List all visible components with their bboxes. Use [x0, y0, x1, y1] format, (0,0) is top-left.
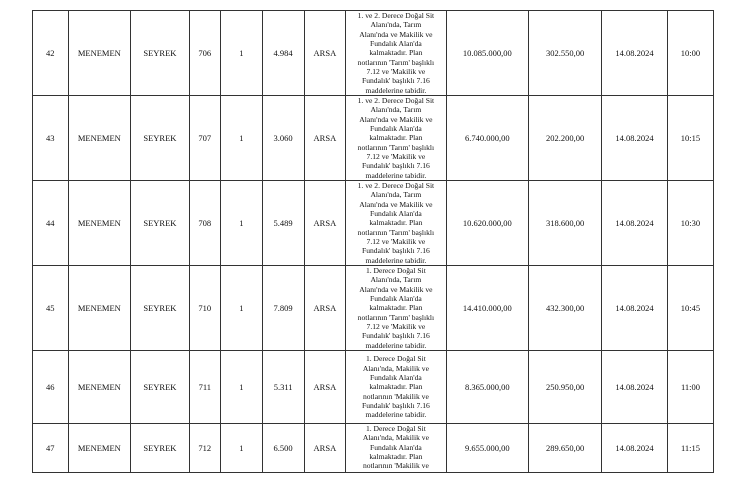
estimated-value-cell: 6.740.000,00 — [446, 96, 529, 181]
table-row — [33, 96, 714, 181]
district-cell: MENEMEN — [68, 181, 131, 266]
block-cell: 708 — [189, 181, 220, 266]
property-type-cell: ARSA — [304, 266, 346, 351]
area-cell: 6.500 — [262, 424, 304, 473]
block-cell: 712 — [189, 424, 220, 473]
neighborhood-cell: SEYREK — [131, 96, 189, 181]
zoning-description-cell: 1. Derece Doğal Sit Alanı'nda, Makilik ve Fundalık Alan'da kalmaktadır. Plan notlarının 'Makilik ve — [346, 424, 446, 473]
parcel-cell: 1 — [220, 96, 262, 181]
block-cell: 711 — [189, 351, 220, 424]
table-row — [33, 11, 714, 96]
neighborhood-cell: SEYREK — [131, 351, 189, 424]
estimated-value-cell: 14.410.000,00 — [446, 266, 529, 351]
guarantee-cell: 318.600,00 — [529, 181, 602, 266]
parcel-table — [32, 10, 714, 473]
row-number-cell: 47 — [33, 424, 69, 473]
neighborhood-cell: SEYREK — [131, 11, 189, 96]
auction-date-cell: 14.08.2024 — [602, 11, 668, 96]
zoning-description-cell: 1. ve 2. Derece Doğal Sit Alanı'nda, Tarım Alanı'nda ve Makilik ve Fundalık Alan'da kalmaktadır. Plan notlarının 'Tarım' başlıklı 7.12 ve 'Makilik ve Fundalık' başlıklı 7.16 maddelerine tabidir. — [346, 11, 446, 96]
guarantee-cell: 432.300,00 — [529, 266, 602, 351]
parcel-cell: 1 — [220, 424, 262, 473]
parcel-cell: 1 — [220, 11, 262, 96]
auction-date-cell: 14.08.2024 — [602, 351, 668, 424]
parcel-cell: 1 — [220, 266, 262, 351]
block-cell: 710 — [189, 266, 220, 351]
guarantee-cell: 250.950,00 — [529, 351, 602, 424]
table-row — [33, 266, 714, 351]
neighborhood-cell: SEYREK — [131, 424, 189, 473]
neighborhood-cell: SEYREK — [131, 266, 189, 351]
auction-date-cell: 14.08.2024 — [602, 266, 668, 351]
zoning-description-cell: 1. Derece Doğal Sit Alanı'nda, Tarım Alanı'nda ve Makilik ve Fundalık Alan'da kalmaktadır. Plan notlarının 'Tarım' başlıklı 7.12 ve 'Makilik ve Fundalık' başlıklı 7.16 maddelerine tabidir. — [346, 266, 446, 351]
row-number-cell: 46 — [33, 351, 69, 424]
auction-time-cell: 10:30 — [667, 181, 713, 266]
auction-time-cell: 11:00 — [667, 351, 713, 424]
auction-time-cell: 10:45 — [667, 266, 713, 351]
area-cell: 4.984 — [262, 11, 304, 96]
zoning-description-cell: 1. ve 2. Derece Doğal Sit Alanı'nda, Tarım Alanı'nda ve Makilik ve Fundalık Alan'da kalmaktadır. Plan notlarının 'Tarım' başlıklı 7.12 ve 'Makilik ve Fundalık' başlıklı 7.16 maddelerine tabidir. — [346, 181, 446, 266]
auction-date-cell: 14.08.2024 — [602, 96, 668, 181]
auction-date-cell: 14.08.2024 — [602, 424, 668, 473]
district-cell: MENEMEN — [68, 424, 131, 473]
property-type-cell: ARSA — [304, 351, 346, 424]
guarantee-cell: 289.650,00 — [529, 424, 602, 473]
zoning-description-cell: 1. Derece Doğal Sit Alanı'nda, Makilik ve Fundalık Alan'da kalmaktadır. Plan notlarının 'Makilik ve Fundalık' başlıklı 7.16 maddelerine tabidir. — [346, 351, 446, 424]
property-type-cell: ARSA — [304, 424, 346, 473]
zoning-description-cell: 1. ve 2. Derece Doğal Sit Alanı'nda, Tarım Alanı'nda ve Makilik ve Fundalık Alan'da kalmaktadır. Plan notlarının 'Tarım' başlıklı 7.12 ve 'Makilik ve Fundalık' başlıklı 7.16 maddelerine tabidir. — [346, 96, 446, 181]
area-cell: 5.311 — [262, 351, 304, 424]
property-type-cell: ARSA — [304, 181, 346, 266]
guarantee-cell: 202.200,00 — [529, 96, 602, 181]
row-number-cell: 45 — [33, 266, 69, 351]
row-number-cell: 44 — [33, 181, 69, 266]
area-cell: 5.489 — [262, 181, 304, 266]
auction-time-cell: 11:15 — [667, 424, 713, 473]
estimated-value-cell: 9.655.000,00 — [446, 424, 529, 473]
auction-time-cell: 10:00 — [667, 11, 713, 96]
table-row — [33, 351, 714, 424]
table-row — [33, 424, 714, 473]
district-cell: MENEMEN — [68, 266, 131, 351]
property-type-cell: ARSA — [304, 96, 346, 181]
district-cell: MENEMEN — [68, 11, 131, 96]
row-number-cell: 43 — [33, 96, 69, 181]
district-cell: MENEMEN — [68, 96, 131, 181]
parcel-cell: 1 — [220, 351, 262, 424]
area-cell: 7.809 — [262, 266, 304, 351]
estimated-value-cell: 8.365.000,00 — [446, 351, 529, 424]
guarantee-cell: 302.550,00 — [529, 11, 602, 96]
property-type-cell: ARSA — [304, 11, 346, 96]
table-row — [33, 181, 714, 266]
area-cell: 3.060 — [262, 96, 304, 181]
auction-date-cell: 14.08.2024 — [602, 181, 668, 266]
estimated-value-cell: 10.620.000,00 — [446, 181, 529, 266]
neighborhood-cell: SEYREK — [131, 181, 189, 266]
block-cell: 706 — [189, 11, 220, 96]
row-number-cell: 42 — [33, 11, 69, 96]
auction-time-cell: 10:15 — [667, 96, 713, 181]
parcel-table-body — [33, 11, 714, 473]
parcel-cell: 1 — [220, 181, 262, 266]
estimated-value-cell: 10.085.000,00 — [446, 11, 529, 96]
district-cell: MENEMEN — [68, 351, 131, 424]
block-cell: 707 — [189, 96, 220, 181]
